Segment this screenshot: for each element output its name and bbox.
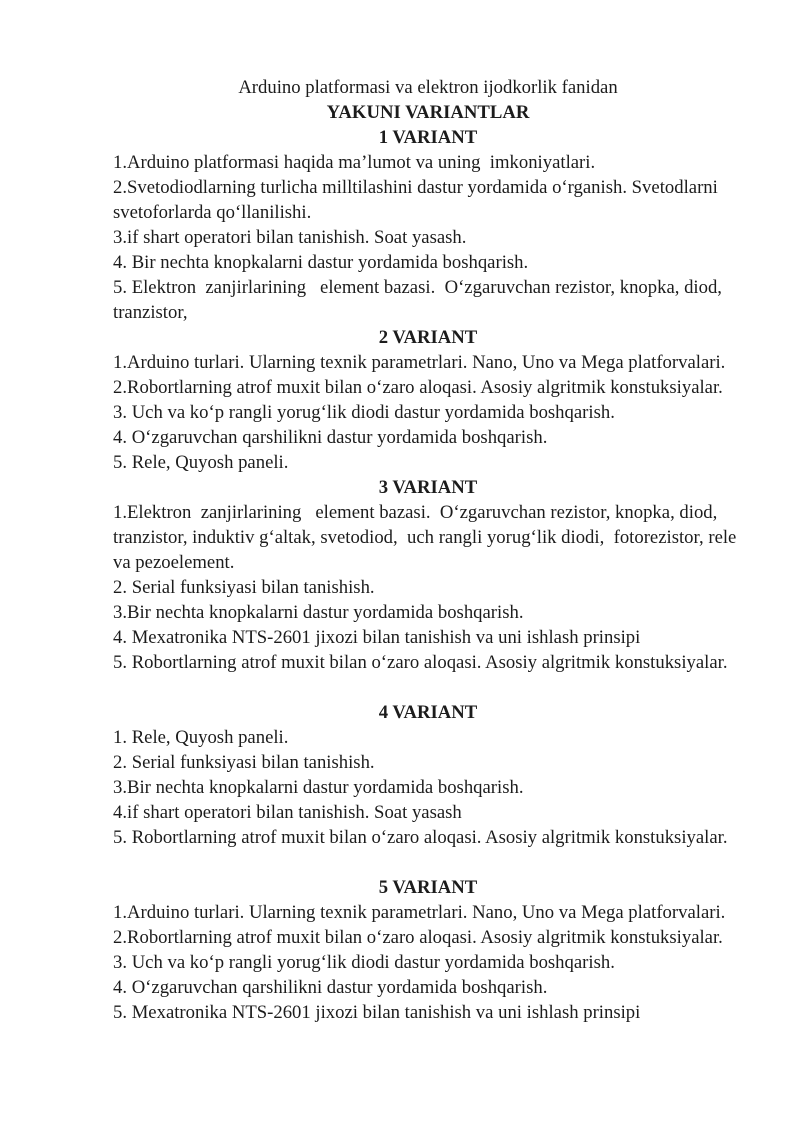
- variant-item: 5. Rele, Quyosh paneli.: [113, 452, 289, 473]
- variant-item: 4. Oʻzgaruvchan qarshilikni dastur yordamida boshqarish.: [113, 977, 548, 998]
- variant-section-1: [113, 125, 743, 325]
- variant-item: 1.Elektron zanjirlarining element bazasi. Oʻzgaruvchan rezistor, knopka, diod, tranzistor, induktiv gʻaltak, svetodiod, uch rangli yorugʻlik diodi, fotorezistor, rele va pezoelement.: [113, 502, 742, 573]
- variant-item: 5. Mexatronika NTS-2601 jixozi bilan tanishish va uni ishlash prinsipi: [113, 1002, 641, 1023]
- variant-item: 2.Robortlarning atrof muxit bilan oʻzaro aloqasi. Asosiy algritmik konstuksiyalar.: [113, 927, 723, 948]
- variant-item: 1.Arduino turlari. Ularning texnik parametrlari. Nano, Uno va Mega platforvalari.: [113, 352, 726, 373]
- variant-item: 2.Svetodiodlarning turlicha milltilashini dastur yordamida oʻrganish. Svetodlarni svetoforlarda qoʻllanilishi.: [113, 177, 723, 223]
- variant-item: 3.Bir nechta knopkalarni dastur yordamida boshqarish.: [113, 777, 524, 798]
- document-subtitle: YAKUNI VARIANTLAR: [326, 102, 530, 123]
- variant-item: 5. Robortlarning atrof muxit bilan oʻzaro aloqasi. Asosiy algritmik konstuksiyalar.: [113, 652, 728, 673]
- variant-item: 4. Bir nechta knopkalarni dastur yordamida boshqarish.: [113, 252, 529, 273]
- variant-heading: 3 VARIANT: [378, 477, 478, 498]
- variant-section-4: [113, 700, 743, 850]
- variant-item: 5. Elektron zanjirlarining element bazasi. Oʻzgaruvchan rezistor, knopka, diod, tranzistor,: [113, 277, 727, 323]
- variant-item: 3.Bir nechta knopkalarni dastur yordamida boshqarish.: [113, 602, 524, 623]
- variant-heading: 1 VARIANT: [378, 127, 478, 148]
- variant-heading: 4 VARIANT: [378, 702, 478, 723]
- variant-section-2: [113, 325, 743, 475]
- variant-item: 2. Serial funksiyasi bilan tanishish.: [113, 752, 375, 773]
- document-title: Arduino platformasi va elektron ijodkorlik fanidan: [238, 77, 618, 98]
- variant-heading: 2 VARIANT: [378, 327, 478, 348]
- variant-item: 4.if shart operatori bilan tanishish. Soat yasash: [113, 802, 462, 823]
- variant-item: 2. Serial funksiyasi bilan tanishish.: [113, 577, 375, 598]
- variant-item: 3. Uch va koʻp rangli yorugʻlik diodi dastur yordamida boshqarish.: [113, 402, 615, 423]
- variant-section-3: [113, 475, 743, 675]
- variant-item: 3. Uch va koʻp rangli yorugʻlik diodi dastur yordamida boshqarish.: [113, 952, 615, 973]
- variant-item: 1.Arduino platformasi haqida ma’lumot va uning imkoniyatlari.: [113, 152, 596, 173]
- variant-item: 4. Mexatronika NTS-2601 jixozi bilan tanishish va uni ishlash prinsipi: [113, 627, 641, 648]
- variant-item: 2.Robortlarning atrof muxit bilan oʻzaro aloqasi. Asosiy algritmik konstuksiyalar.: [113, 377, 723, 398]
- variant-item: 3.if shart operatori bilan tanishish. Soat yasash.: [113, 227, 467, 248]
- variant-item: 4. Oʻzgaruvchan qarshilikni dastur yordamida boshqarish.: [113, 427, 548, 448]
- variant-item: 5. Robortlarning atrof muxit bilan oʻzaro aloqasi. Asosiy algritmik konstuksiyalar.: [113, 827, 728, 848]
- variant-item: 1.Arduino turlari. Ularning texnik parametrlari. Nano, Uno va Mega platforvalari.: [113, 902, 726, 923]
- variant-heading: 5 VARIANT: [378, 877, 478, 898]
- variant-item: 1. Rele, Quyosh paneli.: [113, 727, 289, 748]
- variant-section-5: [113, 875, 743, 1025]
